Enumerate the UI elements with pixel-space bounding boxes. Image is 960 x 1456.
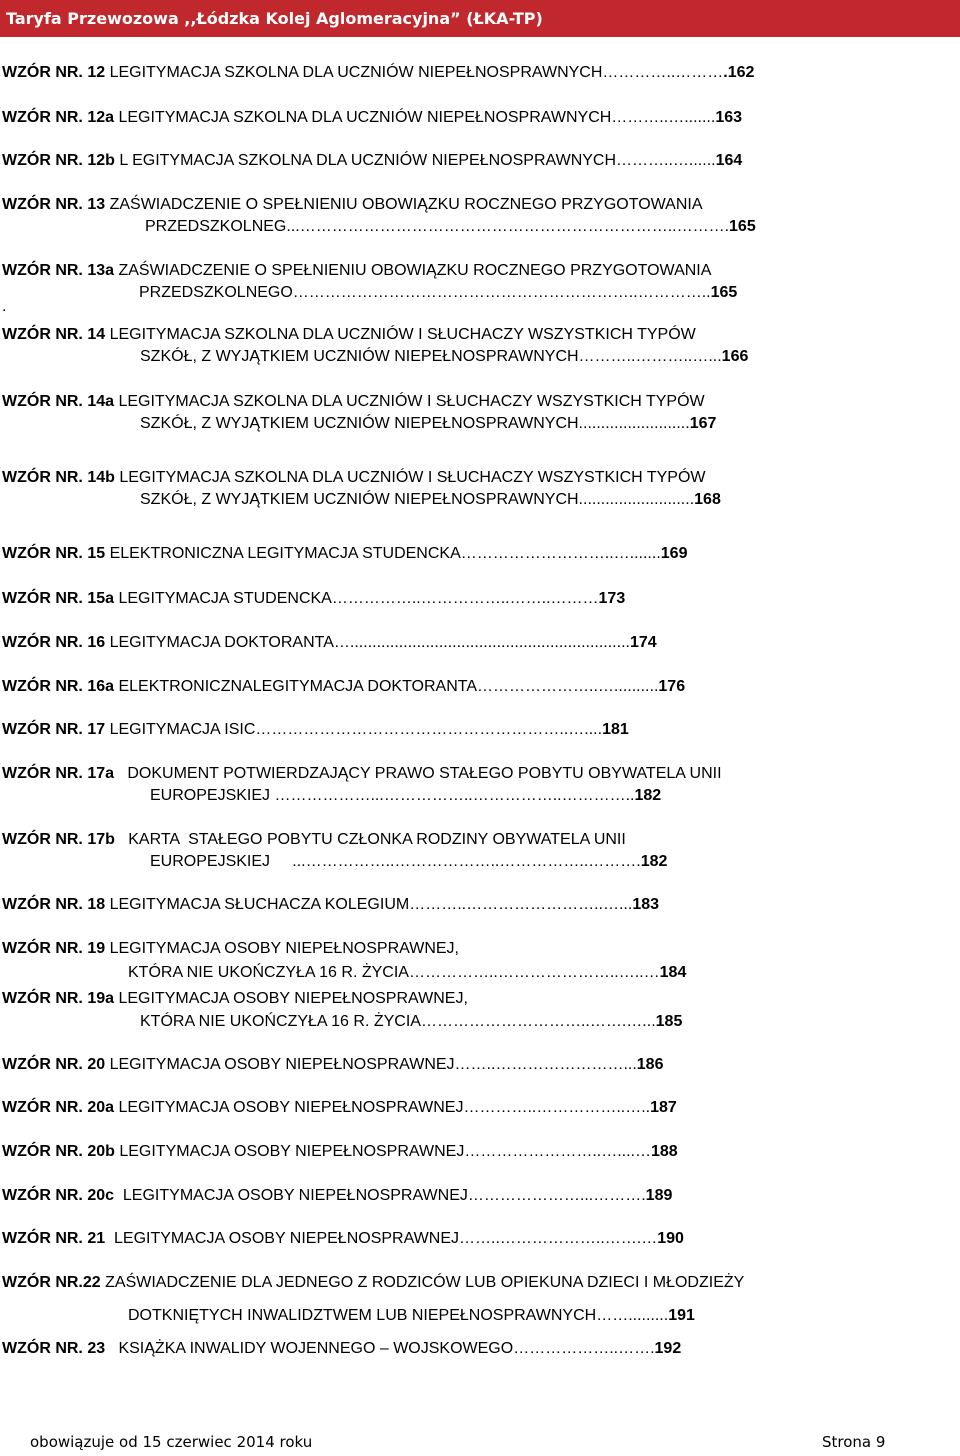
toc-entry-20a: [2, 1099, 677, 1117]
toc-label: WZÓR NR. 12b: [2, 152, 115, 169]
toc-title: LEGITYMACJA OSOBY NIEPEŁNOSPRAWNEJ…………..……………..…..: [114, 1099, 651, 1116]
toc-page: 165: [729, 218, 756, 235]
toc-title: KTÓRA NIE UKOŃCZYŁA 16 R. ŻYCIA…………………………..…….…...: [140, 1013, 656, 1030]
toc-label: WZÓR NR. 20b: [2, 1143, 115, 1160]
toc-label: WZÓR NR. 20a: [2, 1099, 115, 1116]
toc-entry-17b-cont: [150, 853, 667, 871]
validity-note: obowiązuje od 15 czerwiec 2014 roku: [30, 1433, 313, 1451]
toc-label: WZÓR NR. 18: [2, 896, 106, 913]
toc-page: 166: [721, 348, 749, 365]
toc-label: WZÓR NR. 19: [2, 940, 106, 957]
toc-title: EUROPEJSKIEJ ...……………..………………..……………..……….: [150, 853, 641, 870]
toc-entry-17b: [2, 831, 626, 849]
toc-title: LEGITYMACJA ISIC…………………………………………………..…....: [105, 721, 603, 738]
toc-title: LEGITYMACJA SZKOLNA DLA UCZNIÓW I SŁUCHACZY WSZYSTKICH TYPÓW: [105, 326, 696, 343]
toc-entry-17: [2, 721, 629, 739]
toc-label: WZÓR NR. 13: [2, 196, 106, 213]
toc-page: 181: [602, 721, 629, 738]
toc-title: ELEKTRONICZNA LEGITYMACJA STUDENCKA………………………..….......: [105, 545, 661, 562]
toc-page: 192: [654, 1340, 682, 1357]
toc-entry-19-cont: [128, 964, 686, 982]
toc-label: WZÓR NR. 16a: [2, 678, 115, 695]
toc-label: WZÓR NR. 21: [2, 1230, 106, 1247]
toc-label: WZÓR NR. 17: [2, 721, 106, 738]
toc-page: 176: [658, 678, 686, 695]
header-title: Taryfa Przewozowa ,,Łódzka Kolej Aglomeracyjna” (ŁKA-TP): [6, 9, 543, 28]
toc-title: DOTKNIĘTYCH INWALIDZTWEM LUB NIEPEŁNOSPRAWNYCH…….........: [128, 1307, 669, 1324]
toc-entry-16a: [2, 678, 685, 696]
toc-title: SZKÓŁ, Z WYJĄTKIEM UCZNIÓW NIEPEŁNOSPRAWNYCH..........................: [140, 491, 695, 508]
toc-title: EUROPEJSKIEJ ………………...……………..……………..…………..: [150, 787, 635, 804]
toc-title: LEGITYMACJA SZKOLNA DLA UCZNIÓW I SŁUCHACZY WSZYSTKICH TYPÓW: [114, 393, 705, 410]
toc-label: WZÓR NR.22: [2, 1274, 101, 1291]
toc-title: LEGITYMACJA SŁUCHACZA KOLEGIUM………..……………………..…...: [105, 896, 633, 913]
toc-title: LEGITYMACJA OSOBY NIEPEŁNOSPRAWNEJ……..……………………...: [105, 1056, 637, 1073]
toc-title: LEGITYMACJA OSOBY NIEPEŁNOSPRAWNEJ,: [105, 940, 459, 957]
toc-entry-21: [2, 1230, 684, 1248]
toc-page: 168: [694, 491, 721, 508]
toc-page: 167: [689, 415, 717, 432]
toc-page: 190: [657, 1230, 684, 1247]
toc-label: WZÓR NR. 16: [2, 634, 106, 651]
toc-page: 174: [629, 634, 657, 651]
toc-entry-23: [2, 1340, 681, 1358]
toc-page: 185: [655, 1013, 683, 1030]
toc-page: 183: [632, 896, 660, 913]
toc-title: SZKÓŁ, Z WYJĄTKIEM UCZNIÓW NIEPEŁNOSPRAWNYCH.........................: [140, 415, 690, 432]
toc-entry-15: [2, 545, 687, 563]
toc-title: KARTA STAŁEGO POBYTU CZŁONKA RODZINY OBYWATELA UNII: [114, 831, 626, 848]
toc-label: WZÓR NR. 15a: [2, 590, 115, 607]
toc-entry-14b-cont: [140, 491, 721, 509]
toc-entry-17a-cont: [150, 787, 661, 805]
toc-title: PRZEDSZKOLNEGO………………………………………………………..…………..: [139, 284, 711, 301]
toc-entry-15a: [2, 590, 625, 608]
toc-entry-20: [2, 1056, 663, 1074]
toc-title: KSIĄŻKA INWALIDY WOJENNEGO – WOJSKOWEGO………………..…….: [105, 1340, 655, 1357]
toc-label: WZÓR NR. 12a: [2, 109, 115, 126]
toc-entry-18: [2, 896, 659, 914]
toc-entry-19: [2, 940, 459, 958]
toc-entry-19a-cont: [140, 1013, 682, 1031]
toc-title: LEGITYMACJA DOKTORANTA…...............................................................: [105, 634, 630, 651]
toc-page: 189: [645, 1187, 673, 1204]
toc-title: LEGITYMACJA OSOBY NIEPEŁNOSPRAWNEJ……………………..…....…: [114, 1143, 651, 1160]
toc-page: .162: [723, 64, 755, 81]
toc-label: WZÓR NR. 20: [2, 1056, 106, 1073]
toc-page: 187: [650, 1099, 677, 1116]
toc-page: 184: [659, 964, 687, 981]
toc-entry-12b: [2, 152, 742, 170]
toc-label: WZÓR NR. 12: [2, 64, 106, 81]
toc-entry-12a: [2, 109, 742, 127]
toc-page: 173: [598, 590, 626, 607]
toc-entry-19a: [2, 990, 468, 1008]
toc-title: LEGITYMACJA SZKOLNA DLA UCZNIÓW NIEPEŁNOSPRAWNYCH…………..………: [105, 64, 724, 81]
toc-entry-14: [2, 326, 696, 344]
toc-page: 191: [668, 1307, 695, 1324]
toc-title: DOKUMENT POTWIERDZAJĄCY PRAWO STAŁEGO POBYTU OBYWATELA UNII: [114, 765, 722, 782]
toc-entry-13a-cont: [139, 284, 737, 302]
toc-title: ZAŚWIADCZENIE O SPEŁNIENIU OBOWIĄZKU ROCZNEGO PRZYGOTOWANIA: [114, 262, 712, 279]
toc-title: ZAŚWIADCZENIE DLA JEDNEGO Z RODZICÓW LUB OPIEKUNA DZIECI I MŁODZIEŻY: [100, 1274, 745, 1291]
toc-entry-13a: [2, 262, 711, 280]
toc-title: LEGITYMACJA STUDENCKA……………..……………..……..………: [114, 590, 599, 607]
toc-entry-22: [2, 1274, 744, 1292]
toc-entry-13-cont: [145, 218, 756, 236]
toc-entry-14b: [2, 469, 706, 487]
toc-entry-14a: [2, 393, 705, 411]
toc-page: 165: [710, 284, 738, 301]
toc-page: 164: [715, 152, 743, 169]
toc-label: WZÓR NR. 15: [2, 545, 106, 562]
toc-title: ELEKTRONICZNALEGITYMACJA DOKTORANTA…………………..…..........: [114, 678, 659, 695]
toc-title: KTÓRA NIE UKOŃCZYŁA 16 R. ŻYCIA……………..…………………..…..…: [128, 964, 660, 981]
page-number: Strona 9: [822, 1433, 886, 1451]
toc-page: 169: [660, 545, 688, 562]
toc-label: WZÓR NR. 13a: [2, 262, 115, 279]
toc-label: WZÓR NR. 14: [2, 326, 106, 343]
toc-title: LEGITYMACJA OSOBY NIEPEŁNOSPRAWNEJ,: [114, 990, 468, 1007]
stray-dot: .: [2, 298, 7, 315]
toc-entry-14a-cont: [140, 415, 716, 433]
toc-title: SZKÓŁ, Z WYJĄTKIEM UCZNIÓW NIEPEŁNOSPRAWNYCH………..………..…...: [140, 348, 722, 365]
toc-entry-17a: [2, 765, 722, 783]
toc-label: WZÓR NR. 19a: [2, 990, 115, 1007]
document-footer: [0, 1428, 960, 1456]
toc-page: 163: [715, 109, 743, 126]
toc-title: LEGITYMACJA OSOBY NIEPEŁNOSPRAWNEJ…………………...……….: [114, 1187, 646, 1204]
toc-entry-13: [2, 196, 703, 214]
toc-label: WZÓR NR. 14b: [2, 469, 115, 486]
toc-entry-20c: [2, 1187, 672, 1205]
toc-page: 182: [634, 787, 662, 804]
toc-entry-12: [2, 64, 754, 82]
toc-entry-22-cont: [128, 1307, 695, 1325]
toc-title: LEGITYMACJA SZKOLNA DLA UCZNIÓW NIEPEŁNOSPRAWNYCH………..….......: [114, 109, 716, 126]
toc-label: WZÓR NR. 17b: [2, 831, 115, 848]
toc-label: WZÓR NR. 20c: [2, 1187, 115, 1204]
toc-entry-16: [2, 634, 657, 652]
toc-title: ZAŚWIADCZENIE O SPEŁNIENIU OBOWIĄZKU ROCZNEGO PRZYGOTOWANIA: [105, 196, 703, 213]
toc-label: WZÓR NR. 14a: [2, 393, 115, 410]
toc-label: WZÓR NR. 17a: [2, 765, 115, 782]
toc-entry-14-cont: [140, 348, 748, 366]
toc-page: 186: [636, 1056, 664, 1073]
toc-entry-20b: [2, 1143, 678, 1161]
toc-title: L EGITYMACJA SZKOLNA DLA UCZNIÓW NIEPEŁNOSPRAWNYCH………..…......: [114, 152, 716, 169]
toc-title: LEGITYMACJA OSOBY NIEPEŁNOSPRAWNEJ……..………………..…….…: [105, 1230, 658, 1247]
toc-label: WZÓR NR. 23: [2, 1340, 106, 1357]
toc-page: 188: [650, 1143, 678, 1160]
toc-title: PRZEDSZKOLNEG...……………………………………………………………..……….: [145, 218, 730, 235]
toc-title: LEGITYMACJA SZKOLNA DLA UCZNIÓW I SŁUCHACZY WSZYSTKICH TYPÓW: [114, 469, 706, 486]
toc-page: 182: [640, 853, 668, 870]
